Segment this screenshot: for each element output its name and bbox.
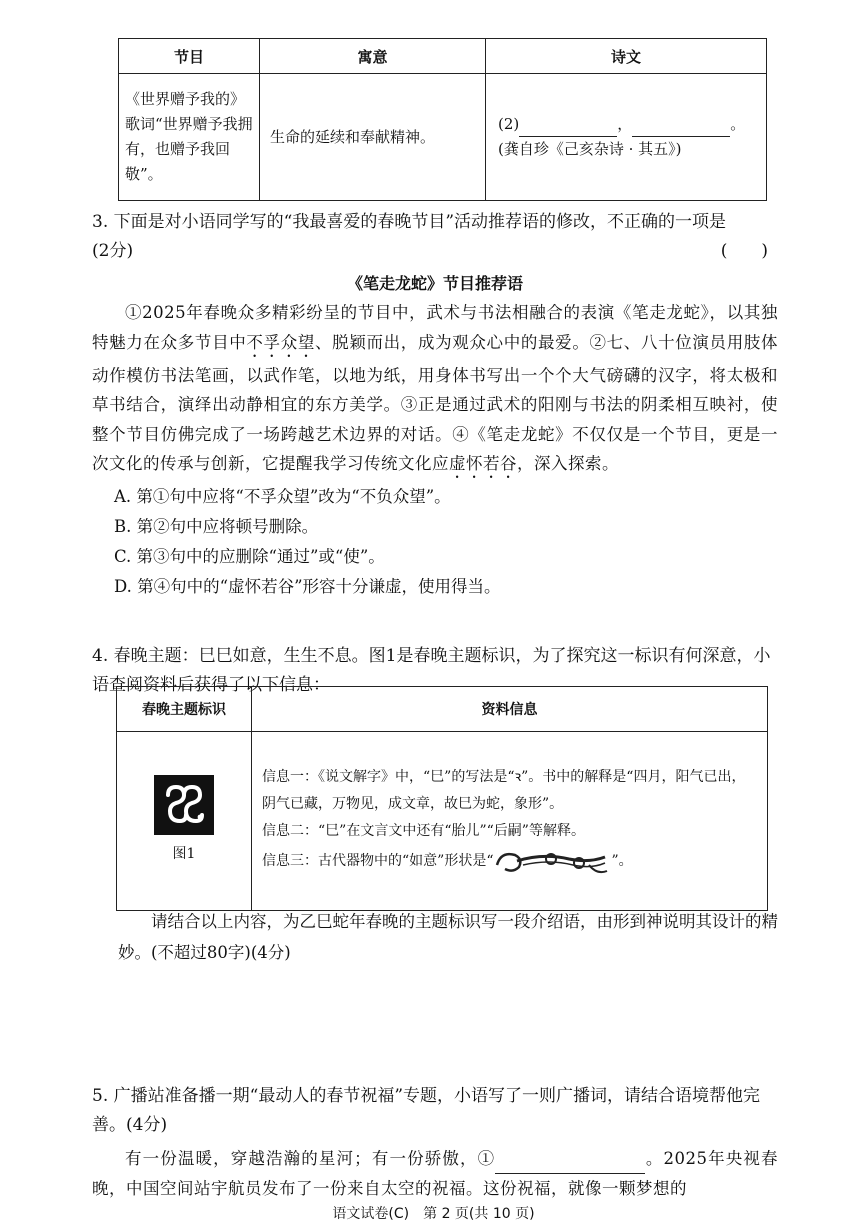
cell-meaning: 生命的延续和奉献精神。 <box>260 74 486 201</box>
q3-passage-part3: ，深入探索。 <box>517 454 619 474</box>
info-table <box>116 686 768 911</box>
question-3 <box>92 208 778 602</box>
header-program: 节目 <box>119 39 260 74</box>
q5-passage-part1: 有一份温暖，穿越浩瀚的星河；有一份骄傲，① <box>125 1149 496 1168</box>
page-footer: 语文试卷(C) 第 2 页(共 10 页) <box>332 1206 535 1222</box>
info-three-text: 信息三：古代器物中的“如意”形状是“ <box>262 853 494 869</box>
q3-score-row <box>92 237 778 266</box>
cell-logo <box>117 732 252 911</box>
q5-answer-blank-1[interactable] <box>495 1155 645 1174</box>
q3-dotted-phrase-2: 虚怀若谷 <box>449 454 517 474</box>
poem-end: 。(龚自珍《己亥杂诗 · 其五》) <box>498 115 746 158</box>
info-one-text: 信息一：《说文解字》中，“巳”的写法是“ <box>262 768 515 785</box>
q3-option-a[interactable]: A. 第①句中应将“不孚众望”改为“不负众望”。 <box>114 487 451 507</box>
info-one-rest: ”。书中的解释是“四月，阳气已出，阴气已藏，万物见，成文章，故巳为蛇，象形”。 <box>262 768 746 812</box>
q4-task: 请结合以上内容，为乙巳蛇年春晚的主题标识写一段介绍语，由形到神说明其设计的精妙。(不超过80字)(4分) <box>118 912 778 962</box>
poem-sep: ， <box>617 115 633 133</box>
header-poem: 诗文 <box>486 39 767 74</box>
cell-poem <box>486 74 767 201</box>
cell-info <box>252 732 768 911</box>
info-three-end: ”。 <box>611 853 633 869</box>
q3-passage-part2: 、脱颖而出，成为观众心中的最爱。②七、八十位演员用肢体动作模仿书法笔画，以武作笔，以地为纸，用身体书写出一个个大气磅礴的汉字，将太极和草书结合，演绎出动静相宜的东方美学。③正是通过武术的阳刚与书法的阴柔相互映衬，使整个节目仿佛完成了一场跨越艺术边界的对话。④《笔走龙蛇》不仅仅是一个节目，更是一次文化的传承与创新，它提醒我学习传统文化应 <box>92 332 779 474</box>
answer-blank-1[interactable] <box>519 118 617 137</box>
answer-blank-2[interactable] <box>632 118 730 137</box>
q3-option-b[interactable]: B. 第②句中应将顿号删除。 <box>114 517 319 537</box>
poem-prefix: (2) <box>498 115 520 133</box>
q3-title: 《笔走龙蛇》节目推荐语 <box>346 274 523 293</box>
snake-ruyi-logo-icon <box>160 781 208 829</box>
q3-stem: 3. 下面是对小语同学写的“我最喜爱的春晚节目”活动推荐语的修改，不正确的一项是 <box>92 212 727 232</box>
q5-passage-part2: 。2025年央视春晚，中国空间站宇航员发布了一份来自太空的祝福。这份祝福，就像一颗梦想的 <box>92 1149 779 1198</box>
gala-logo-icon <box>154 775 214 835</box>
q3-option-d[interactable]: D. 第④句中的“虚怀若谷”形容十分谦虚，使用得当。 <box>114 577 501 597</box>
info-one <box>262 764 757 818</box>
header-info: 资料信息 <box>252 687 768 732</box>
info-two: 信息二：“巳”在文言文中还有“胎儿”“后嗣”等解释。 <box>262 822 585 839</box>
q5-passage <box>92 1144 778 1203</box>
question-5 <box>92 1082 778 1203</box>
q3-dotted-phrase-1: 不孚众望 <box>246 332 316 352</box>
q3-passage-part1: ①2025年春晚众多精彩纷呈的节目中，武术与书法相融合的表演《笔走龙蛇》，以其独特魅力在众多节目中 <box>92 303 778 352</box>
header-logo: 春晚主题标识 <box>117 687 252 732</box>
q4-stem: 4. 春晚主题：巳巳如意，生生不息。图1是春晚主题标识，为了探究这一标识有何深意，小语查阅资料后获得了以下信息： <box>92 646 771 695</box>
header-meaning: 寓意 <box>260 39 486 74</box>
program-table <box>118 38 767 201</box>
ruyi-artifact-icon <box>493 845 611 879</box>
info-three <box>262 845 757 879</box>
q3-passage <box>92 298 778 482</box>
q3-option-c[interactable]: C. 第③句中的应删除“通过”或“使”。 <box>114 547 385 567</box>
figure-caption: 图1 <box>172 845 196 862</box>
q5-stem: 5. 广播站准备播一期“最动人的春节祝福”专题，小语写了一则广播词，请结合语境帮他完善。(4分) <box>92 1086 761 1135</box>
cell-program: 《世界赠予我的》歌词“世界赠予我拥有，也赠予我回敬”。 <box>119 74 260 201</box>
q3-score: (2分) <box>92 241 134 261</box>
q3-answer-paren[interactable]: ( ) <box>720 241 768 261</box>
seal-script-glyph: ꝛ <box>514 768 522 785</box>
